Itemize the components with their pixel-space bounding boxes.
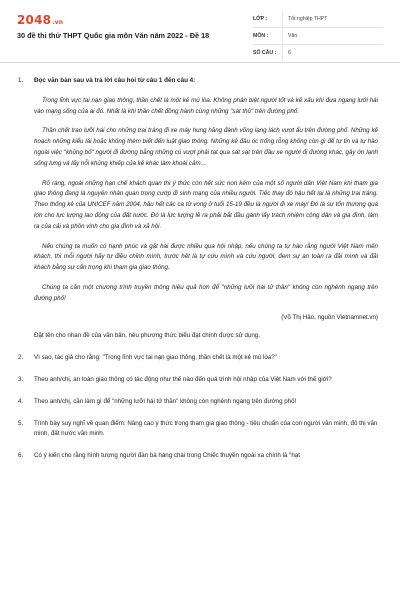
meta-row-class — [253, 11, 383, 28]
meta-key: MÔN : — [253, 33, 269, 39]
question-number: 5. — [18, 419, 24, 427]
question-text: Vì sao, tác giả cho rằng: "Trong lĩnh vực tai nạn giao thông, thần chết là một kẻ mù lòa?" — [34, 354, 277, 362]
question-2 — [0, 353, 400, 364]
meta-row-count — [253, 45, 383, 61]
question-5 — [0, 419, 400, 441]
question-number: 2. — [18, 354, 24, 362]
question-1 — [0, 76, 400, 342]
passage-paragraph: Rõ ràng, ngoài những hạn chế khách quan thì ý thức còn hết sức non kém của một số người dân Việt Nam khi tham gia giao thông đang là nguyên nhân quan trọng cướp đi sinh mạng của nhiều người. Tiếc thay đó hậu hết lại là những trai tráng. Theo thống kê của UNICEF năm 2004, hầu hết các ca tử vong ở tuổi 15-19 đều là người đi xe máy! Đó là sự tổn thương quá lớn cho lực lượng lao động của đất nước. Đó là lực lượng lẽ ra phải bắt đầu gánh lấy trách nhiệm cộng dân và gia đình, làm ra của cải và phồn vinh cho gia đình và xã hội. — [34, 179, 378, 230]
question-number: 3. — [18, 375, 24, 383]
question-3 — [0, 375, 400, 386]
passage-paragraph: Trong lĩnh vực tai nạn giao thông, thần chết là một kẻ mù lòa. Không phân biệt người tốt và kẻ xấu khi đưa ngang lưới hái vào mạng sống của ai đó. Nhất là khi thần chết đồng hành cùng những "sát thủ" trên đường phố. — [34, 96, 378, 115]
meta-value: Tốt nghiệp THPT — [282, 11, 383, 27]
site-logo[interactable] — [17, 13, 63, 27]
meta-key: LỚP : — [253, 16, 268, 22]
question-text: Theo anh/chị, cần làm gì để "những lưỡi hái tử thần" không còn nghênh ngang trên đường phố! — [34, 397, 297, 405]
logo-tld: .vn — [52, 19, 64, 26]
meta-key: SỐ CÂU : — [253, 50, 277, 56]
meta-value: 6 — [282, 45, 383, 61]
question-text: Trình bày suy nghĩ về quan điểm: Nâng cao ý thức trong tham gia giao thông - tiêu chuẩn của con người văn minh, đô thị văn minh, đất nước văn minh. — [34, 419, 378, 438]
question-text: Theo anh/chị, an toàn giao thông có tác động như thế nào đến quá trình hội nhập của Việt Nam với thế giới? — [34, 375, 332, 383]
question-title: Đọc văn bản sau và trả lời câu hỏi từ câu 1 đến câu 4: — [34, 77, 196, 84]
passage-paragraph: Chúng ta cần một chương trình truyền thông hiệu quả hơn để "những lưỡi hái tử thần" không còn nghênh ngang trên đường phố! — [34, 283, 378, 302]
question-text: Có ý kiến cho rằng hình tượng người đàn bà hàng chài trong Chiếc thuyền ngoài xa chính là "hạt — [34, 452, 300, 460]
meta-table — [253, 11, 383, 61]
passage-source: (Võ Thị Hảo, nguồn Vietnamnet.vn) — [281, 313, 378, 321]
question-number: 6. — [18, 452, 24, 460]
doc-title: 30 đề thi thử THPT Quốc gia môn Văn năm 2022 - Đề 18 — [17, 31, 210, 40]
question-number: 1. — [18, 77, 24, 84]
meta-value: Văn — [282, 28, 383, 44]
question-6 — [0, 451, 400, 462]
question-number: 4. — [18, 397, 24, 405]
header — [0, 0, 400, 63]
question-task: Đặt tên cho nhan đề của văn bản, nêu phương thức biểu đạt chính được sử dụng. — [34, 332, 260, 340]
logo-text: 2048 — [17, 13, 52, 27]
meta-row-subject — [253, 28, 383, 45]
passage-paragraph: Thần chết trao lưỡi hái cho những trai tráng đi xe máy hung hăng đánh võng lạng lách vượt ẩu trên đường phố. Những kế hoạch những kiểu lái hoặc không thèm biết đến luật giao thông. Những kẻ đâu óc trống rỗng không còn gì để tự tin và tự hào ngoài việc "khủng bố" người đi đường bằng những cú vượt phải tạt qua sát sạt trên đầu xe người đi đường khác, gây ớn lạnh sống lưng và lấy nỗi khủng khiếp của kẻ khác làm khoái cảm... — [34, 127, 378, 167]
question-4 — [0, 397, 400, 408]
passage-paragraph: Nếu chúng ta muốn có hạnh phúc và gặt hái được nhiều qua hội nhập, nếu chúng ta tự hào rằng người Việt Nam mến khách, thì mỗi người hãy tự điều chỉnh mình, trước hết là tự cứu mình và cứu người, đem sự an toàn ra đãi mình và đãi khách bằng sự cẩn trọng khi tham gia giao thông. — [34, 242, 378, 272]
question-list — [0, 76, 400, 473]
